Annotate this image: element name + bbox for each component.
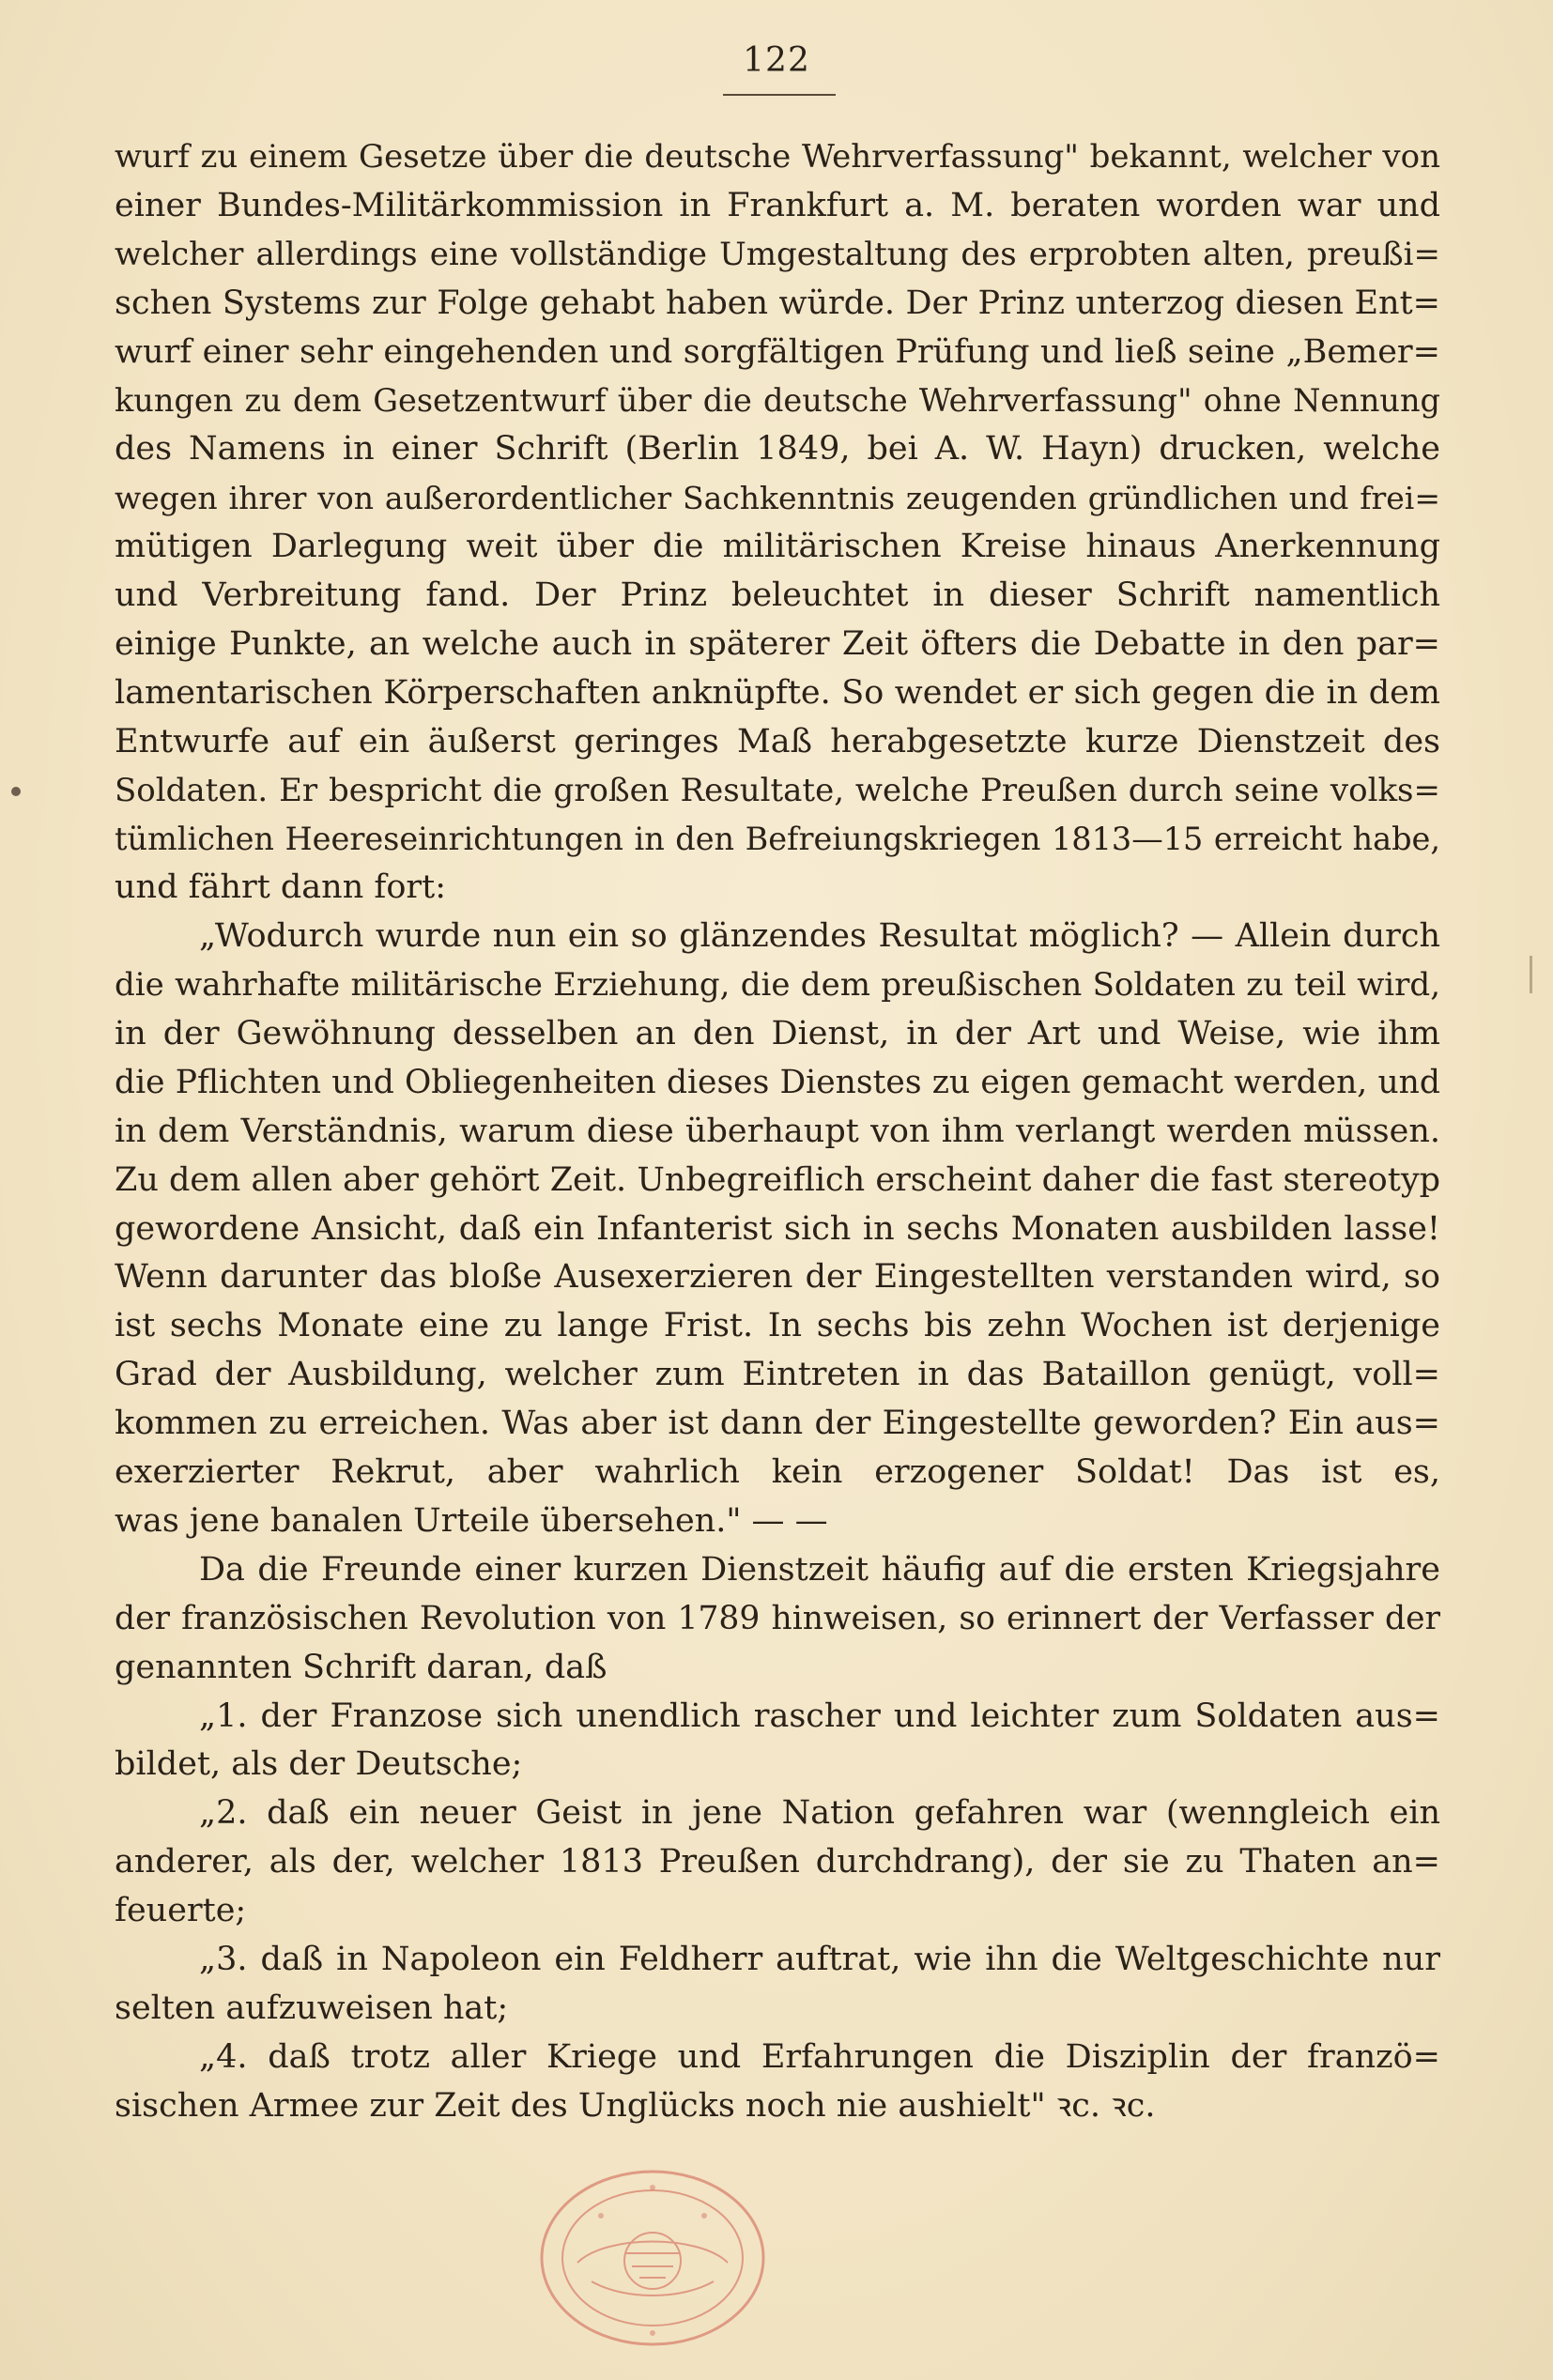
text-line: feuerte;: [115, 1892, 247, 1930]
text-line: „3. daß in Napoleon ein Feldherr auftrat, wie ihn die Weltgeschichte nur: [199, 1940, 1440, 1978]
text-line: und fährt dann fort:: [115, 868, 446, 907]
text-line: exerzierter Rekrut, aber wahrlich kein erzogener Soldat! Das ist es,: [115, 1453, 1440, 1492]
text-line: einige Punkte, an welche auch in späterer Zeit öfters die Debatte in den par=: [115, 624, 1440, 663]
text-line: Entwurfe auf ein äußerst geringes Maß herabgesetzte kurze Dienstzeit des: [115, 722, 1440, 760]
text-line: anderer, als der, welcher 1813 Preußen durchdrang), der sie zu Thaten an=: [115, 1843, 1440, 1881]
text-line: die wahrhafte militärische Erziehung, die dem preußischen Soldaten zu teil wird,: [115, 966, 1440, 1005]
text-line: und Verbreitung fand. Der Prinz beleuchtet in dieser Schrift namentlich: [115, 576, 1440, 615]
text-line: ist sechs Monate eine zu lange Frist. In sechs bis zehn Wochen ist derjenige: [115, 1307, 1440, 1345]
text-line: die Pflichten und Obliegenheiten dieses Dienstes zu eigen gemacht werden, und: [115, 1063, 1440, 1101]
text-line: wurf zu einem Gesetze über die deutsche Wehrverfassung" bekannt, welcher von: [115, 138, 1440, 176]
text-line: „1. der Franzose sich unendlich rascher und leichter zum Soldaten aus=: [199, 1697, 1440, 1735]
text-line: der französischen Revolution von 1789 hinweisen, so erinnert der Verfasser der: [115, 1599, 1440, 1637]
text-line: selten aufzuweisen hat;: [115, 1988, 509, 2027]
margin-mark: [11, 787, 21, 796]
text-line: kommen zu erreichen. Was aber ist dann der Eingestellte geworden? Ein aus=: [115, 1405, 1440, 1443]
text-line: Grad der Ausbildung, welcher zum Eintreten in das Bataillon genügt, voll=: [115, 1356, 1440, 1394]
text-line: Da die Freunde einer kurzen Dienstzeit häufig auf die ersten Kriegsjahre: [199, 1550, 1440, 1589]
page-number: 122: [743, 41, 810, 80]
text-line: bildet, als der Deutsche;: [115, 1745, 523, 1784]
text-line: lamentarischen Körperschaften anknüpfte. So wendet er sich gegen die in dem: [115, 673, 1440, 712]
text-line: Zu dem allen aber gehört Zeit. Unbegreiflich erscheint daher die fast stereotyp: [115, 1160, 1440, 1199]
text-line: tümlichen Heereseinrichtungen in den Befreiungskriegen 1813—15 erreicht habe,: [115, 821, 1440, 858]
text-line: des Namens in einer Schrift (Berlin 1849, bei A. W. Hayn) drucken, welche: [115, 430, 1440, 468]
text-line: Wenn darunter das bloße Ausexerzieren der Eingestellten verstanden wird, so: [115, 1258, 1440, 1297]
text-line: einer Bundes-Militärkommission in Frankfurt a. M. beraten worden war und: [115, 186, 1440, 224]
text-line: sischen Armee zur Zeit des Unglücks noch nie aushielt" ꝛc. ꝛc.: [115, 2086, 1156, 2125]
library-stamp-icon: [512, 2150, 793, 2357]
text-line: schen Systems zur Folge gehabt haben würde. Der Prinz unterzog diesen Ent=: [115, 284, 1440, 322]
text-line: „4. daß trotz aller Kriege und Erfahrungen die Disziplin der franzö=: [199, 2037, 1440, 2076]
text-line: kungen zu dem Gesetzentwurf über die deutsche Wehrverfassung" ohne Nennung: [115, 382, 1440, 420]
text-line: welcher allerdings eine vollständige Umgestaltung des erprobten alten, preußi=: [115, 235, 1440, 273]
text-line: was jene banalen Urteile übersehen." — —: [115, 1501, 828, 1540]
text-line: gewordene Ansicht, daß ein Infanterist sich in sechs Monaten ausbilden lasse!: [115, 1209, 1440, 1248]
text-line: „Wodurch wurde nun ein so glänzendes Resultat möglich? — Allein durch: [199, 917, 1440, 956]
margin-mark-right: [1530, 956, 1532, 993]
text-line: in der Gewöhnung desselben an den Dienst, in der Art und Weise, wie ihm: [115, 1015, 1440, 1053]
text-line: wurf einer sehr eingehenden und sorgfältigen Prüfung und ließ seine „Bemer=: [115, 332, 1440, 371]
text-line: wegen ihrer von außerordentlicher Sachkenntnis zeugenden gründlichen und frei=: [115, 480, 1440, 517]
header-rule: [723, 94, 836, 96]
text-line: Soldaten. Er bespricht die großen Resultate, welche Preußen durch seine volks=: [115, 771, 1440, 809]
text-line: „2. daß ein neuer Geist in jene Nation gefahren war (wenngleich ein: [199, 1794, 1440, 1833]
text-line: mütigen Darlegung weit über die militärischen Kreise hinaus Anerkennung: [115, 528, 1440, 566]
text-line: in dem Verständnis, warum diese überhaupt von ihm verlangt werden müssen.: [115, 1112, 1440, 1150]
text-line: genannten Schrift daran, daß: [115, 1648, 607, 1686]
body-text: [115, 133, 1440, 2131]
